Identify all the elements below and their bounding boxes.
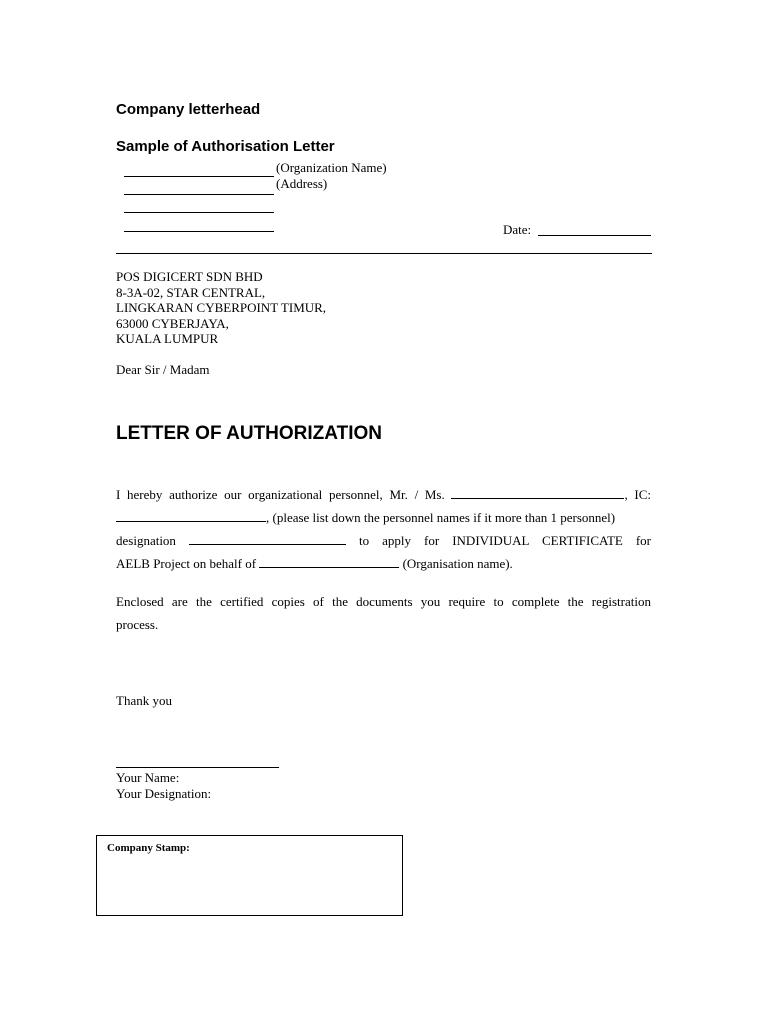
address-label: (Address)	[276, 176, 328, 191]
date-label: Date:	[503, 222, 532, 237]
date-blank	[538, 235, 651, 236]
para1-text-7: (Organisation name).	[402, 556, 513, 571]
ic-blank	[116, 509, 266, 522]
para1-row-4	[116, 552, 651, 575]
personnel-name-blank	[451, 486, 624, 499]
recipient-line-2: 8-3A-02, STAR CENTRAL,	[116, 284, 266, 300]
letterhead-heading: Company letterhead	[116, 101, 261, 118]
para1-text-5: to apply for INDIVIDUAL CERTIFICATE for	[359, 533, 652, 548]
recipient-line-5: KUALA LUMPUR	[116, 331, 219, 346]
signature-line	[116, 767, 279, 768]
sample-title: Sample of Authorisation Letter	[116, 138, 335, 155]
address-blank-2	[124, 212, 274, 213]
signature-block	[116, 770, 211, 802]
enclosed-paragraph	[116, 590, 651, 636]
address-blank	[124, 194, 274, 195]
company-stamp-label: Company Stamp:	[107, 842, 190, 854]
para1-text-2: , IC:	[624, 487, 652, 502]
company-stamp-box	[96, 835, 403, 916]
para1-row-3	[116, 529, 651, 552]
salutation: Dear Sir / Madam	[116, 362, 210, 377]
recipient-line-3: LINGKARAN CYBERPOINT TIMUR,	[116, 300, 327, 315]
organisation-name-blank	[259, 555, 399, 568]
your-name-label: Your Name:	[116, 770, 180, 785]
para2-row-2: process.	[116, 617, 159, 632]
closing: Thank you	[116, 693, 172, 708]
recipient-address	[116, 269, 326, 347]
para1-text-1: I hereby authorize our organizational personnel, Mr. / Ms.	[116, 487, 445, 502]
para1-row-1	[116, 483, 651, 506]
recipient-line-4: 63000 CYBERJAYA,	[116, 315, 229, 331]
designation-blank	[189, 532, 346, 545]
your-designation-label: Your Designation:	[116, 786, 212, 801]
para1-text-4: designation	[116, 533, 176, 548]
para1-text-3: , (please list down the personnel names if it more than 1 personnel)	[266, 510, 616, 525]
para2-row-1: Enclosed are the certified copies of the documents you require to complete the registration	[116, 594, 651, 609]
letter-title: LETTER OF AUTHORIZATION	[116, 423, 382, 444]
para1-row-2	[116, 506, 651, 529]
header-separator	[116, 253, 652, 254]
recipient-line-1: POS DIGICERT SDN BHD	[116, 269, 263, 284]
org-name-label: (Organization Name)	[276, 160, 387, 175]
org-name-blank	[124, 176, 274, 177]
authorization-paragraph	[116, 483, 651, 575]
address-blank-3	[124, 231, 274, 232]
para1-text-6: AELB Project on behalf of	[116, 556, 257, 571]
